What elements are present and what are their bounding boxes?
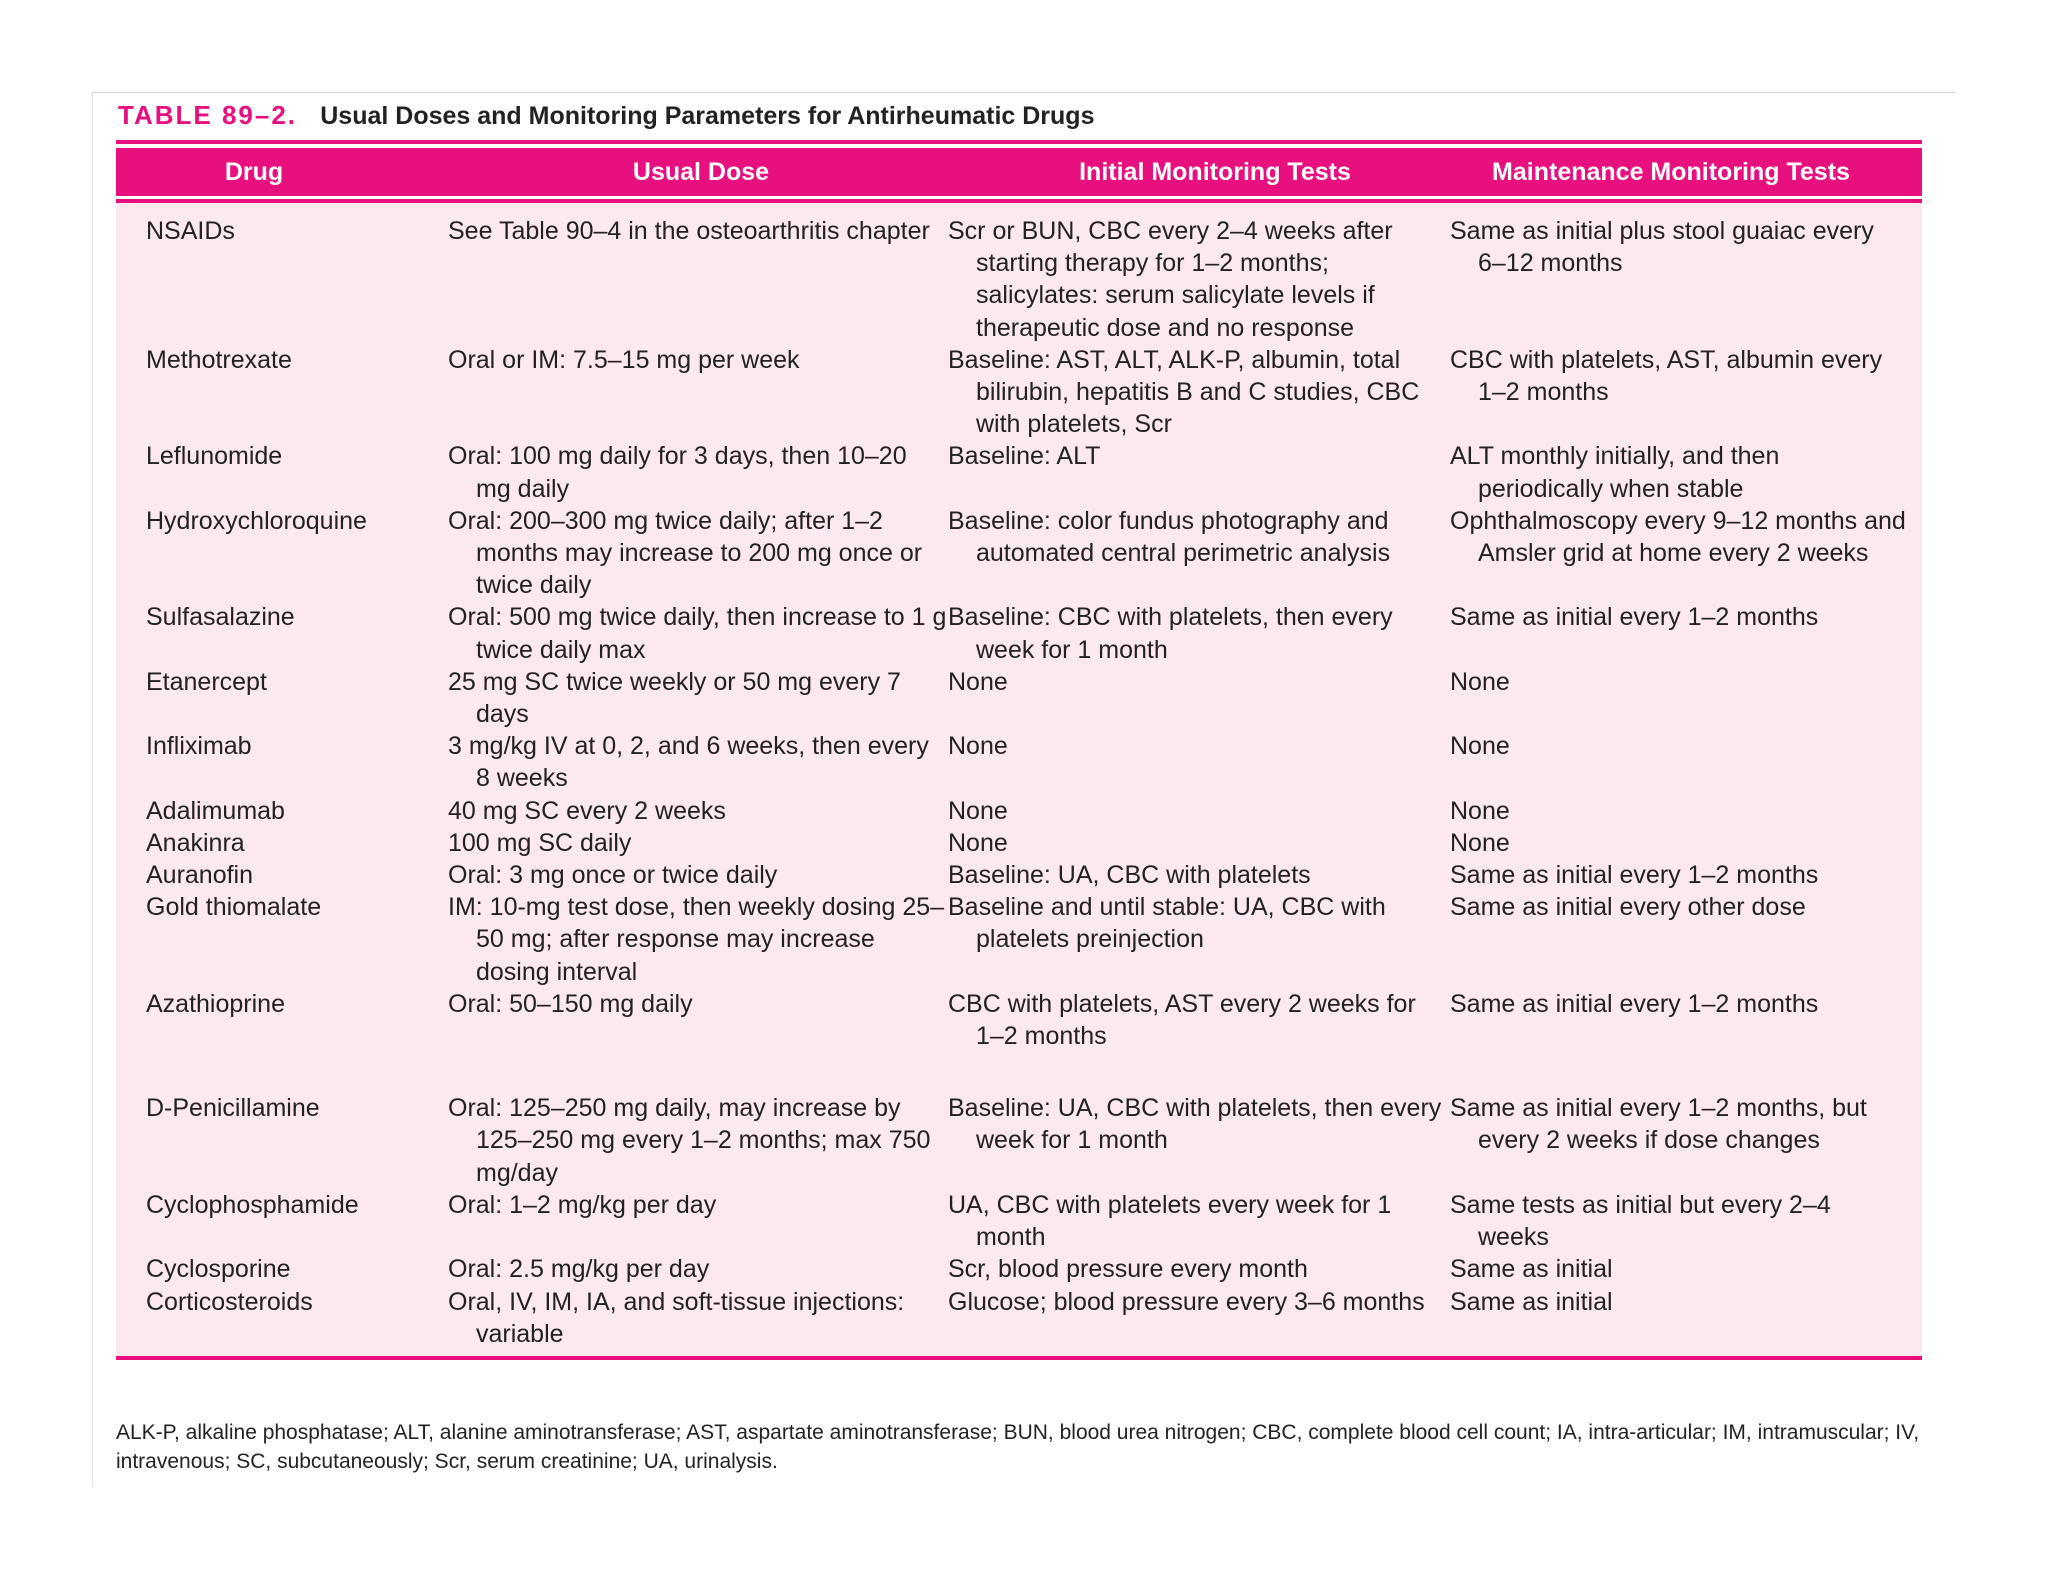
usual-dose-cell-wrap (446, 891, 948, 988)
usual-dose-cell: Oral or IM: 7.5–15 mg per week (448, 345, 800, 374)
maintenance-monitoring-cell-wrap (1450, 988, 1922, 1052)
header-usual-dose: Usual Dose (632, 157, 770, 186)
usual-dose-cell-wrap (446, 666, 948, 730)
table-row (116, 795, 1922, 827)
maintenance-monitoring-cell: Same as initial plus stool guaiac every 6–12 months (1450, 217, 1874, 278)
drug-cell-wrap (116, 1286, 446, 1350)
usual-dose-cell-wrap (446, 440, 948, 504)
initial-monitoring-cell-wrap (948, 859, 1450, 891)
initial-monitoring-cell-wrap (948, 1253, 1450, 1285)
table-row (116, 440, 1922, 504)
initial-monitoring-cell: Baseline and until stable: UA, CBC with platelets preinjection (948, 893, 1386, 954)
initial-monitoring-cell: None (948, 796, 1008, 825)
initial-monitoring-cell-wrap (948, 730, 1450, 794)
drug-cell: Infliximab (146, 732, 252, 761)
initial-monitoring-cell: UA, CBC with platelets every week for 1 month (948, 1190, 1392, 1252)
usual-dose-cell: 40 mg SC every 2 weeks (448, 796, 726, 825)
usual-dose-cell-wrap (446, 1286, 948, 1350)
drug-cell-wrap (116, 1253, 446, 1285)
usual-dose-cell-wrap (446, 601, 948, 665)
maintenance-monitoring-cell-wrap (1450, 859, 1922, 891)
table-row (116, 1286, 1922, 1350)
table-row (116, 1189, 1922, 1253)
drug-cell-wrap (116, 344, 446, 441)
initial-monitoring-cell-wrap (948, 988, 1450, 1052)
maintenance-monitoring-cell: Ophthalmoscopy every 9–12 months and Amsler grid at home every 2 weeks (1450, 506, 1906, 568)
maintenance-monitoring-cell-wrap (1450, 601, 1922, 665)
initial-monitoring-cell: Baseline: UA, CBC with platelets, then every week for 1 month (948, 1094, 1442, 1155)
usual-dose-cell-wrap (446, 988, 948, 1052)
drug-cell-wrap (116, 666, 446, 730)
maintenance-monitoring-cell: Same as initial every 1–2 months, but every 2 weeks if dose changes (1450, 1094, 1867, 1155)
usual-dose-cell: IM: 10-mg test dose, then weekly dosing 25–50 mg; after response may increase dosing interval (448, 893, 945, 986)
maintenance-monitoring-cell-wrap (1450, 666, 1922, 730)
drug-cell: Azathioprine (146, 989, 285, 1018)
maintenance-monitoring-cell-wrap (1450, 730, 1922, 794)
usual-dose-cell: 100 mg SC daily (448, 828, 632, 857)
maintenance-monitoring-cell: ALT monthly initially, and then periodically when stable (1450, 442, 1780, 503)
table-row (116, 215, 1922, 344)
drug-cell: Methotrexate (146, 345, 292, 374)
initial-monitoring-cell: None (948, 828, 1008, 857)
drug-cell-wrap (116, 1092, 446, 1189)
usual-dose-cell-wrap (446, 730, 948, 794)
maintenance-monitoring-cell: None (1450, 796, 1510, 825)
maintenance-monitoring-cell-wrap (1450, 344, 1922, 441)
table-row (116, 1092, 1922, 1189)
maintenance-monitoring-cell: Same as initial every 1–2 months (1450, 989, 1819, 1018)
drug-cell: Adalimumab (146, 796, 285, 825)
usual-dose-cell-wrap (446, 795, 948, 827)
table-body (116, 203, 1922, 1356)
drug-cell-wrap (116, 988, 446, 1052)
initial-monitoring-cell: Baseline: CBC with platelets, then every week for 1 month (948, 603, 1393, 664)
initial-monitoring-cell: Baseline: AST, ALT, ALK-P, albumin, total bilirubin, hepatitis B and C studies, CBC with platelets, Scr (948, 345, 1420, 439)
initial-monitoring-cell-wrap (948, 1189, 1450, 1253)
maintenance-monitoring-cell-wrap (1450, 215, 1922, 344)
initial-monitoring-cell: Scr, blood pressure every month (948, 1255, 1308, 1284)
maintenance-monitoring-cell: None (1450, 828, 1510, 857)
usual-dose-cell-wrap (446, 344, 948, 441)
maintenance-monitoring-cell: None (1450, 732, 1510, 761)
drug-cell: Cyclosporine (146, 1255, 291, 1284)
table-number: TABLE 89–2. (118, 100, 298, 130)
drug-cell-wrap (116, 891, 446, 988)
usual-dose-cell: Oral: 200–300 mg twice daily; after 1–2 months may increase to 200 mg once or twice daily (448, 506, 923, 600)
drug-cell-wrap (116, 795, 446, 827)
maintenance-monitoring-cell: Same as initial every other dose (1450, 893, 1806, 922)
maintenance-monitoring-cell-wrap (1450, 827, 1922, 859)
usual-dose-cell-wrap (446, 1189, 948, 1253)
table-row (116, 730, 1922, 794)
usual-dose-cell: Oral: 125–250 mg daily, may increase by 125–250 mg every 1–2 months; max 750 mg/day (448, 1094, 931, 1187)
table-row (116, 505, 1922, 602)
usual-dose-cell: See Table 90–4 in the osteoarthritis chapter (448, 217, 930, 245)
initial-monitoring-cell: Scr or BUN, CBC every 2–4 weeks after starting therapy for 1–2 months; salicylates: serum salicylate levels if therapeutic dose and no response (948, 217, 1393, 342)
header-drug: Drug (224, 157, 284, 186)
maintenance-monitoring-cell-wrap (1450, 505, 1922, 602)
usual-dose-cell-wrap (446, 1253, 948, 1285)
table-row (116, 344, 1922, 441)
table-title (118, 100, 1094, 131)
initial-monitoring-cell: Baseline: ALT (948, 442, 1101, 471)
maintenance-monitoring-cell-wrap (1450, 795, 1922, 827)
usual-dose-cell-wrap (446, 215, 948, 344)
initial-monitoring-cell-wrap (948, 215, 1450, 344)
maintenance-monitoring-cell-wrap (1450, 1286, 1922, 1350)
drug-cell: Hydroxychloroquine (146, 506, 367, 535)
maintenance-monitoring-cell-wrap (1450, 891, 1922, 988)
maintenance-monitoring-cell: Same tests as initial but every 2–4 weeks (1450, 1190, 1831, 1252)
usual-dose-cell-wrap (446, 827, 948, 859)
maintenance-monitoring-cell: Same as initial every 1–2 months (1450, 861, 1819, 890)
table-bottom-rule (116, 1356, 1922, 1360)
table-row (116, 988, 1922, 1052)
table-header-row (116, 148, 1922, 196)
initial-monitoring-cell-wrap (948, 795, 1450, 827)
table-footnote: ALK-P, alkaline phosphatase; ALT, alanine aminotransferase; AST, aspartate aminotransferase; BUN, blood urea nitrogen; CBC, complete blood cell count; IA, intra-articular; IM, intramuscular; IV, intravenous; SC, subcutaneously; Scr, serum creatinine; UA, urinalysis. (116, 1421, 1920, 1473)
maintenance-monitoring-cell: Same as initial every 1–2 months (1450, 603, 1819, 632)
drug-cell-wrap (116, 505, 446, 602)
table-top-rule (116, 140, 1922, 144)
initial-monitoring-cell-wrap (948, 666, 1450, 730)
table-row (116, 827, 1922, 859)
drug-cell-wrap (116, 440, 446, 504)
drug-cell-wrap (116, 1189, 446, 1253)
initial-monitoring-cell-wrap (948, 440, 1450, 504)
maintenance-monitoring-cell: CBC with platelets, AST, albumin every 1–2 months (1450, 345, 1883, 407)
maintenance-monitoring-cell-wrap (1450, 1253, 1922, 1285)
drug-cell-wrap (116, 730, 446, 794)
initial-monitoring-cell-wrap (948, 601, 1450, 665)
drug-cell: Auranofin (146, 861, 254, 890)
drug-cell: Cyclophosphamide (146, 1190, 359, 1219)
header-maintenance-monitoring: Maintenance Monitoring Tests (1492, 157, 1850, 186)
usual-dose-cell: Oral: 2.5 mg/kg per day (448, 1255, 710, 1284)
drug-cell: Corticosteroids (146, 1287, 313, 1316)
drug-cell: NSAIDs (146, 217, 235, 245)
usual-dose-cell: 3 mg/kg IV at 0, 2, and 6 weeks, then every 8 weeks (448, 732, 929, 793)
drug-cell-wrap (116, 859, 446, 891)
maintenance-monitoring-cell-wrap (1450, 1189, 1922, 1253)
usual-dose-cell: 25 mg SC twice weekly or 50 mg every 7 days (448, 667, 901, 729)
usual-dose-cell: Oral: 50–150 mg daily (448, 989, 693, 1018)
initial-monitoring-cell-wrap (948, 1286, 1450, 1350)
drug-cell-wrap (116, 601, 446, 665)
maintenance-monitoring-cell-wrap (1450, 1092, 1922, 1189)
initial-monitoring-cell-wrap (948, 505, 1450, 602)
table-row (116, 1253, 1922, 1285)
table-row (116, 891, 1922, 988)
initial-monitoring-cell-wrap (948, 891, 1450, 988)
initial-monitoring-cell-wrap (948, 827, 1450, 859)
usual-dose-cell: Oral, IV, IM, IA, and soft-tissue injections: variable (448, 1287, 905, 1348)
maintenance-monitoring-cell: Same as initial (1450, 1287, 1613, 1316)
initial-monitoring-cell: None (948, 732, 1008, 761)
initial-monitoring-cell: CBC with platelets, AST every 2 weeks for 1–2 months (948, 989, 1416, 1051)
page-frame-top-line (92, 92, 1956, 93)
initial-monitoring-cell-wrap (948, 1092, 1450, 1189)
table-row (116, 666, 1922, 730)
initial-monitoring-cell: Baseline: UA, CBC with platelets (948, 861, 1311, 890)
drug-table (116, 140, 1922, 1360)
initial-monitoring-cell-wrap (948, 344, 1450, 441)
usual-dose-cell: Oral: 1–2 mg/kg per day (448, 1190, 717, 1219)
maintenance-monitoring-cell-wrap (1450, 440, 1922, 504)
drug-cell-wrap (116, 215, 446, 344)
usual-dose-cell-wrap (446, 505, 948, 602)
initial-monitoring-cell: Glucose; blood pressure every 3–6 months (948, 1287, 1425, 1316)
maintenance-monitoring-cell: None (1450, 667, 1510, 696)
initial-monitoring-cell: Baseline: color fundus photography and automated central perimetric analysis (948, 506, 1391, 568)
page-frame-left-line (92, 92, 93, 1487)
maintenance-monitoring-cell: Same as initial (1450, 1255, 1613, 1284)
drug-cell: Gold thiomalate (146, 893, 322, 922)
drug-cell: Sulfasalazine (146, 603, 295, 632)
usual-dose-cell-wrap (446, 1092, 948, 1189)
table-row (116, 859, 1922, 891)
table-caption: Usual Doses and Monitoring Parameters for Antirheumatic Drugs (320, 102, 1095, 130)
header-initial-monitoring: Initial Monitoring Tests (1079, 157, 1351, 186)
usual-dose-cell-wrap (446, 859, 948, 891)
usual-dose-cell: Oral: 100 mg daily for 3 days, then 10–20 mg daily (448, 442, 907, 503)
table-row (116, 601, 1922, 665)
usual-dose-cell: Oral: 500 mg twice daily, then increase to 1 g twice daily max (448, 603, 947, 664)
drug-cell: Etanercept (146, 667, 267, 696)
drug-cell: D-Penicillamine (146, 1094, 320, 1123)
drug-cell-wrap (116, 827, 446, 859)
drug-cell: Anakinra (146, 828, 245, 857)
usual-dose-cell: Oral: 3 mg once or twice daily (448, 861, 778, 890)
initial-monitoring-cell: None (948, 667, 1008, 696)
drug-cell: Leflunomide (146, 442, 283, 471)
